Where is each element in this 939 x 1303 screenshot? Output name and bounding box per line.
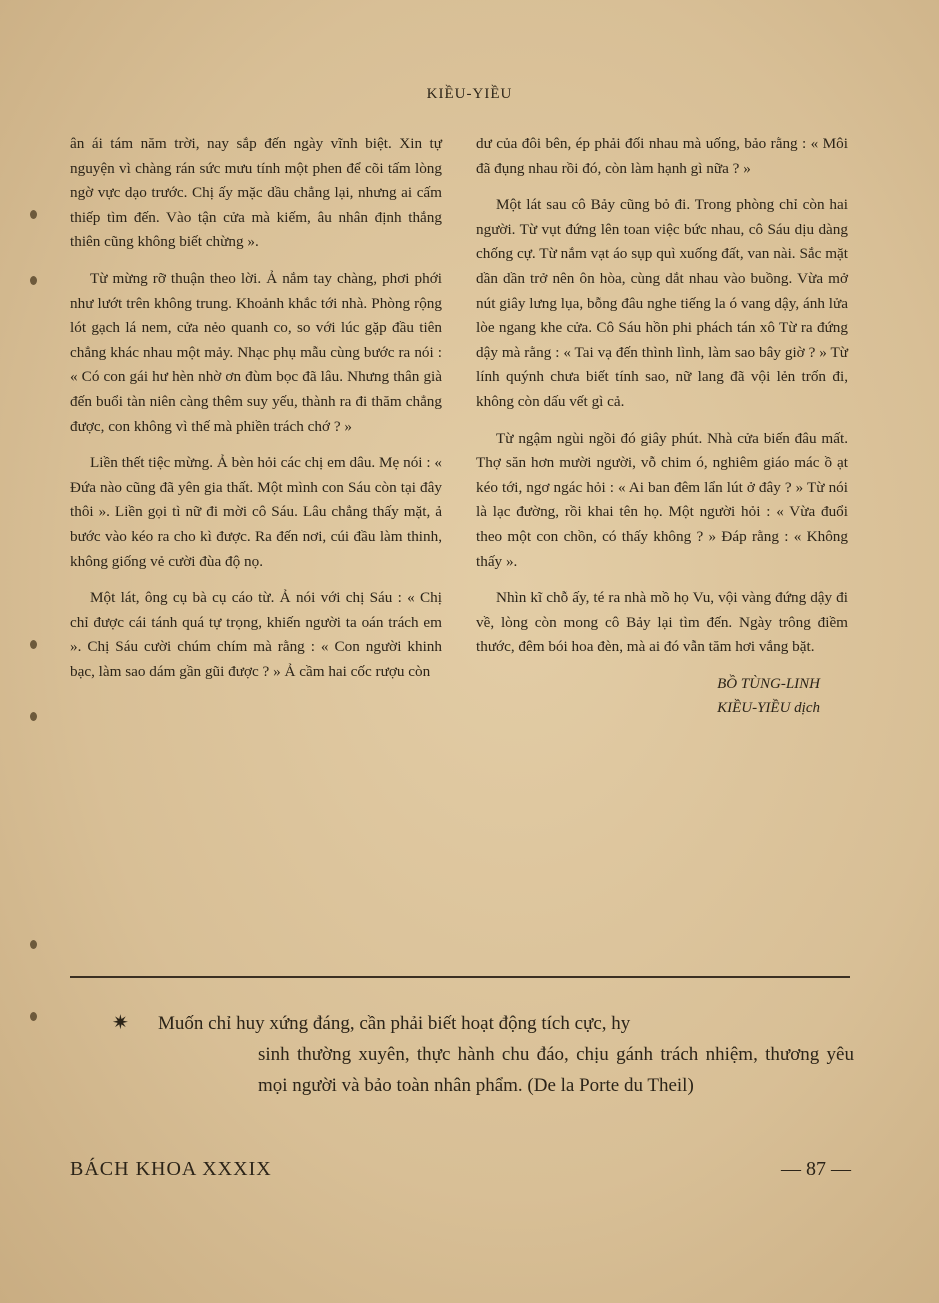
magazine-name: BÁCH KHOA XXXIX: [70, 1158, 272, 1180]
quote-block: [112, 1008, 854, 1101]
paragraph: Nhìn kĩ chỗ ấy, té ra nhà mồ họ Vu, vội vàng đứng dậy đi về, lòng còn mong cô Bảy lại tìm đến. Ngày trông điềm thước, đêm bói hoa đèn, mà ai đó vẫn tăm hơi vắng bặt.: [476, 589, 848, 656]
binding-hole: [30, 210, 37, 219]
star-icon: ✷: [112, 1012, 129, 1034]
binding-hole: [30, 276, 37, 285]
quote-rest: sinh thường xuyên, thực hành chu đáo, chịu gánh trách nhiệm, thương yêu mọi người và bảo toàn nhân phẩm. (De la Porte du Theil): [258, 1044, 854, 1096]
paragraph: Liền thết tiệc mừng. Ả bèn hỏi các chị em dâu. Mẹ nói : « Đứa nào cũng đã yên gia thất. Một mình con Sáu còn tại đây thôi ». Liền gọi tì nữ đi mời cô Sáu. Lâu chẳng thấy mặt, ả bước vào kéo ra cho kì được. Ra đến nơi, cúi đầu làm thinh, không giống vẻ cười đùa độ nọ.: [70, 454, 442, 570]
signature: [476, 672, 848, 720]
running-head: KIỀU-YIỀU: [426, 86, 513, 102]
binding-hole: [30, 640, 37, 649]
page-number: — 87 —: [781, 1158, 851, 1180]
divider: [70, 976, 850, 978]
left-column: [70, 132, 442, 696]
binding-hole: [30, 940, 37, 949]
paragraph: Một lát sau cô Bảy cũng bỏ đi. Trong phòng chỉ còn hai người. Từ vụt đứng lên toan việc bức nhau, cô Sáu dịu dàng chống cự. Từ nắm vạt áo sụp quì xuống đất, van nài. Sắc mặt dần dần trở nên ôn hòa, cùng dắt nhau vào buồng. Vừa mở nút giây lưng lụa, bỗng đâu nghe tiếng la ó vang dậy, ánh lửa lòe ngang khe cửa. Cô Sáu hồn phi phách tán xô Từ ra đứng dậy mà rằng : « Tai vạ đến thình lình, làm sao bây giờ ? » Từ lính quýnh chưa biết tính sao, nữ lang đã vội lẻn trốn đi, không còn dấu vết gì cả.: [476, 196, 848, 410]
binding-hole: [30, 712, 37, 721]
paragraph: ân ái tám năm trời, nay sắp đến ngày vĩnh biệt. Xin tự nguyện vì chàng rán sức mưu tính một phen để cõi tấm lòng ngờ vực dạo trước. Chị ấy mặc dầu chẳng lại, nhưng ai cấm thiếp tìm đến. Vào tận cửa mà kiếm, âu nhân định thắng thiên cũng không biết chừng ».: [70, 135, 442, 251]
right-column: [476, 132, 848, 720]
translator-credit: KIỀU-YIỀU dịch: [717, 699, 820, 716]
paragraph: Từ ngậm ngùi ngồi đó giây phút. Nhà cửa biến đâu mất. Thợ săn hơn mười người, vỗ chim ó, nghiêm giáo mác ồ ạt kéo tới, ngơ ngác hỏi : « Ai ban đêm lẩn lút ở đây ? » Từ nói là lạc đường, rồi khai tên họ. Một người hỏi : « Vừa đuổi theo một con chồn, có thấy không ? » Đáp rằng : « Không thấy ».: [476, 429, 848, 570]
author-name: BỒ TÙNG-LINH: [717, 675, 820, 692]
paragraph: Từ mừng rỡ thuận theo lời. Ả nắm tay chàng, phơi phới như lướt trên không trung. Khoảnh khắc tới nhà. Phòng rộng lót gạch lá nem, cửa nẻo quanh co, so với lúc gặp đầu tiên chẳng khác nhau một mảy. Nhạc phụ mẫu cùng bước ra nói : « Có con gái hư hèn nhờ ơn đùm bọc đã lâu. Nhưng thân già đến buổi tàn niên càng thêm suy yếu, thành ra đi thăm chẳng được, con không vì thế mà phiền trách chớ ? »: [70, 269, 442, 435]
quote-first-line: Muốn chỉ huy xứng đáng, cần phải biết hoạt động tích cực, hy: [158, 1013, 631, 1034]
binding-hole: [30, 1012, 37, 1021]
paragraph: dư của đôi bên, ép phải đối nhau mà uống, bảo rằng : « Môi đã đụng nhau rồi đó, còn làm hạnh gì nữa ? »: [476, 135, 848, 177]
paragraph: Một lát, ông cụ bà cụ cáo từ. Ả nói với chị Sáu : « Chị chỉ được cái tánh quá tự trọng, khiến người ta oán trách em ». Chị Sáu cười chúm chím mà rằng : « Con người khinh bạc, làm sao dám gần gũi được ? » Ả cầm hai cốc rượu còn: [70, 589, 442, 680]
